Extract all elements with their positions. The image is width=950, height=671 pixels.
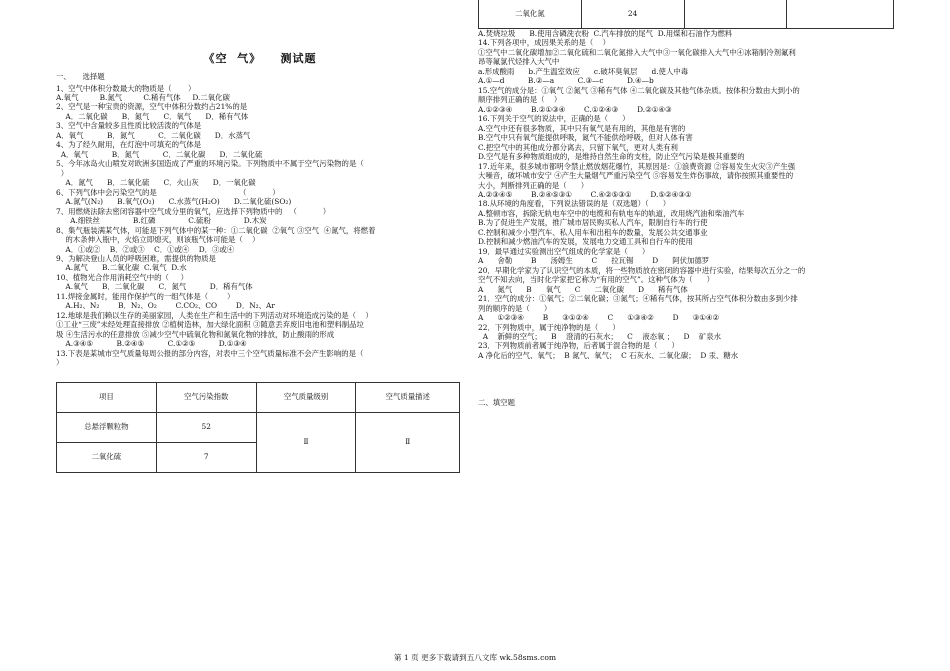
table-cell-desc xyxy=(787,0,894,29)
question-line: 2、空气是一种宝贵的资源，空气中体积分数约占21%的是 xyxy=(56,102,248,112)
question-line: 6、下列气体中会污染空气的是 （ ） xyxy=(56,187,280,197)
question-line: 列的顺序的是（ ） xyxy=(478,303,552,313)
question-line: A．二氧化碳 B．氮气 C．氧气 D．稀有气体 xyxy=(56,111,249,121)
question-line: A 新鲜的空气； B 澄清的石灰水； C 液态氧 ； D 矿泉水 xyxy=(478,332,721,341)
question-line: 17.近年来，很多城市都明令禁止燃放烟花爆竹，其原因是：①浪费资源 ②容易发生火灾③产生强 xyxy=(478,161,796,171)
table-cell-index: 24 xyxy=(581,0,684,29)
question-line: 3、空气中含量较多且性质比较活泼的气体是 xyxy=(56,121,202,131)
question-line: ①工业“三废”未经处理直接排放 ②植树造林，加大绿化面积 ③随意丢弃废旧电池和塑料制品垃 xyxy=(56,320,364,330)
question-line: a.形成酸雨 b.产生温室效应 c.破坏臭氧层 d.使人中毒 xyxy=(478,66,689,76)
question-line: A.氧气 B.氮气 C.稀有气体 D.二氧化碳 xyxy=(56,93,230,103)
question-line: 5、今年冰岛火山喷发对欧洲多国造成了严重的环境污染。下列物质中不属于空气污染物的是（ xyxy=(56,159,364,169)
question-line: 的木条伸入瓶中，火焰立即熄灭，则该瓶气体可能是（ ） xyxy=(56,235,260,245)
table-cell-index: 7 xyxy=(156,442,256,472)
right-question-list xyxy=(478,29,894,360)
question-line: A．氧气 B．氮气 C．二氧化碳 D．水蒸气 xyxy=(56,130,251,140)
question-line: ①空气中二氧化碳增加②二氧化硫和二氧化氮排入大气中③一氧化碳排入大气中④冰箱制冷剂氟利 xyxy=(478,47,796,57)
table-header-cell: 空气污染指数 xyxy=(156,382,256,412)
question-line: 22．下列物质中，属于纯净物的是（ ） xyxy=(478,322,620,332)
question-line: A ①②③④ B ③①②④ C ①③④② D ③①④② xyxy=(478,313,720,323)
question-line: B.空气中只有氧气能提供呼吸，氮气不能供给呼吸，但对人体有害 xyxy=(478,133,693,143)
question-line: ） xyxy=(56,168,69,178)
question-line: A.①②③④ B.②①③④ C.①②④③ D.②①④③ xyxy=(478,104,672,114)
left-column xyxy=(56,52,464,473)
question-line: 大噪音，破坏城市安宁 ④产生大量烟气严重污染空气 ⑤容易发生炸伤事故，请你按照其重要性的 xyxy=(478,171,794,181)
section-choice-heading: 一、 选择题 xyxy=(56,72,105,82)
air-quality-table xyxy=(56,382,460,473)
question-line: 23．下列物质前者属于纯净物，后者属于混合物的是（ ） xyxy=(478,341,679,351)
question-line: B.为了促进生产发展，推广城市居民购买私人汽车，限制自行车的行使 xyxy=(478,218,708,228)
table-row xyxy=(57,412,460,442)
question-line: 8、集气瓶装满某气体，可能是下列气体中的某一种：①二氧化碳 ②氧气 ③空气 ④氮气，将燃着 xyxy=(56,225,376,235)
question-line: A.H₂、N₂ B．N₂、O₂ C.CO₂、CO D．N₂、Ar xyxy=(56,301,275,311)
question-line: 9、为解决登山人员的呼吸困难，需提供的物质是 xyxy=(56,253,216,263)
question-line: A.细铁丝 B.红磷 C.硫粉 D.木炭 xyxy=(56,216,267,226)
question-line: A 氮气 B 氧气 C 二氧化碳 D 稀有气体 xyxy=(478,284,688,294)
question-line: C.控制和减少小型汽车、私人用车和出租车的数量，发展公共交通事业 xyxy=(478,227,708,237)
question-line: 11.焊接金属时，能用作保护气的一组气体是（ ） xyxy=(56,291,235,301)
question-line: A.③④⑤ B.②④⑤ C.①②⑤ D.①③④ xyxy=(56,339,247,349)
air-quality-table-continued xyxy=(478,0,894,29)
table-header-cell: 空气质量级别 xyxy=(256,382,356,412)
question-line: A.①—d B.②—a C.③—c D.④—b xyxy=(478,76,654,86)
question-line: A.氮气(N₂) B.氧气(O₂) C.水蒸气(H₂O) D.二氧化硫(SO₂) xyxy=(56,197,292,207)
section-fill-heading: 二、填空题 xyxy=(478,398,515,408)
table-cell-index: 52 xyxy=(156,412,256,442)
table-cell-level: Ⅱ xyxy=(256,412,356,472)
question-line: A.氮气 B.二氧化碳 C.氧气 D.水 xyxy=(56,263,187,273)
question-line: 21．空气的成分：①氧气；②二氧化碳；③氮气；④稀有气体，按其所占空气体积分数由多到少排 xyxy=(478,294,798,304)
question-line: A.空气中还有很多物质，其中只有氧气是有用的，其他是有害的 xyxy=(478,123,686,133)
question-line: 7、用燃烧法除去密闭容器中空气成分里的氧气，应选择下列物质中的 （ ） xyxy=(56,206,331,216)
table-cell-item: 二氧化氮 xyxy=(479,0,582,29)
question-line: 13.下表是某城市空气质量每周公报的部分内容，对表中三个空气质量标准不会产生影响的是（ xyxy=(56,348,364,358)
question-line: A 舍勒 B 汤姆生 C 拉瓦锡 D 阿伏加德罗 xyxy=(478,256,710,266)
question-line: 空气不知去向，当时化学家把它称为“有用的空气”。这种气体为（ ） xyxy=(478,275,714,285)
question-line: A．氧气 B．氮气 C．二氧化碳 D．二氧化硫 xyxy=(56,149,263,159)
question-line: 16.下列关于空气的说法中，正确的是（ ） xyxy=(478,114,630,124)
question-line: D.控制和减少燃油汽车的发展，发展电力交通工具和自行车的使用 xyxy=(478,237,693,247)
question-line: 14.下列各项中，成因果关系的是（ ） xyxy=(478,38,611,48)
question-line: 1、空气中体积分数最大的物质是（ ） xyxy=(56,83,196,93)
right-column xyxy=(478,9,894,410)
table-header-row xyxy=(57,382,460,412)
question-line: 顺序排列正确的是（ ） xyxy=(478,95,562,105)
table-cell-level xyxy=(684,0,787,29)
question-line: A.整顿市容，拆除无轨电车空中的电缆和有轨电车的轨道，改用烧汽油和柴油汽车 xyxy=(478,208,745,218)
question-line: 圾 ④生活污水的任意排放 ⑤减少空气中硫氧化物和氮氧化物的排放，防止酸雨的形成 xyxy=(56,329,335,339)
question-line: 4、为了经久耐用，在灯泡中可填充的气体是 xyxy=(56,140,202,150)
question-line: 12.地球是我们赖以生存的美丽家园，人类在生产和生活中的下列活动对环境造成污染的是（ ） xyxy=(56,310,373,320)
question-line: 20．早期化学家为了认识空气的本质，将一些物质放在密闭的容器中进行实验，结果每次五分之一的 xyxy=(478,265,806,275)
question-line: A.②③④⑤ B.②④⑤③① C.④②⑤③① D.⑤②④③① xyxy=(478,189,692,199)
left-question-list xyxy=(56,84,464,368)
question-line: D.空气是有多种物质组成的，是维持自然生命的支柱，防止空气污染是极其重要的 xyxy=(478,152,745,162)
question-line: A．①或② B．②或③ C．①或④ D．③或④ xyxy=(56,244,235,254)
table-header-cell: 项目 xyxy=(57,382,157,412)
question-line: ） xyxy=(56,358,64,368)
question-line: 18.从环境的角度看，下列说法错误的是（双选题）（ ） xyxy=(478,199,671,209)
question-line: 19．最早通过实验测出空气组成的化学家是（ ） xyxy=(478,246,650,256)
table-cell-item: 二氧化硫 xyxy=(57,442,157,472)
question-line: 昂等氟氯代烃排入大气中 xyxy=(478,57,560,67)
table-cell-desc: Ⅱ xyxy=(356,412,460,472)
question-line: 15.空气的成分是：①氧气 ②氮气 ③稀有气体 ④二氧化碳及其他气体杂质。按体积分数由大到小的 xyxy=(478,85,800,95)
table-header-cell: 空气质量描述 xyxy=(356,382,460,412)
table-cell-item: 总悬浮颗粒物 xyxy=(57,412,157,442)
question-line: A 净化后的空气、氧气； B 氮气、氧气； C 石灰水、二氧化碳； D 汞、糖水 xyxy=(478,350,739,360)
table-row xyxy=(479,0,894,29)
question-line: A.氧气 B．二氧化碳 C．氮气 D．稀有气体 xyxy=(56,282,253,292)
page-footer: 第 1 页 更多下载请到五八文库 wk.58sms.com xyxy=(393,653,557,662)
question-line: C.把空气中的其他成分都分离去，只留下氧气，更对人类有利 xyxy=(478,142,678,152)
question-line: 10、植物光合作用消耗空气中的（ ） xyxy=(56,272,189,282)
question-line: A．氮气 B．二氧化硫 C．火山灰 D．一氧化碳 xyxy=(56,178,256,188)
question-line: A.焚烧垃圾 B.使用含磷洗衣粉 C.汽车排放的尾气 D.用煤和石油作为燃料 xyxy=(478,29,733,38)
question-line: 大小，判断排列正确的是（ ） xyxy=(478,180,589,190)
page-title: 《空 气》 测试题 xyxy=(203,52,317,65)
